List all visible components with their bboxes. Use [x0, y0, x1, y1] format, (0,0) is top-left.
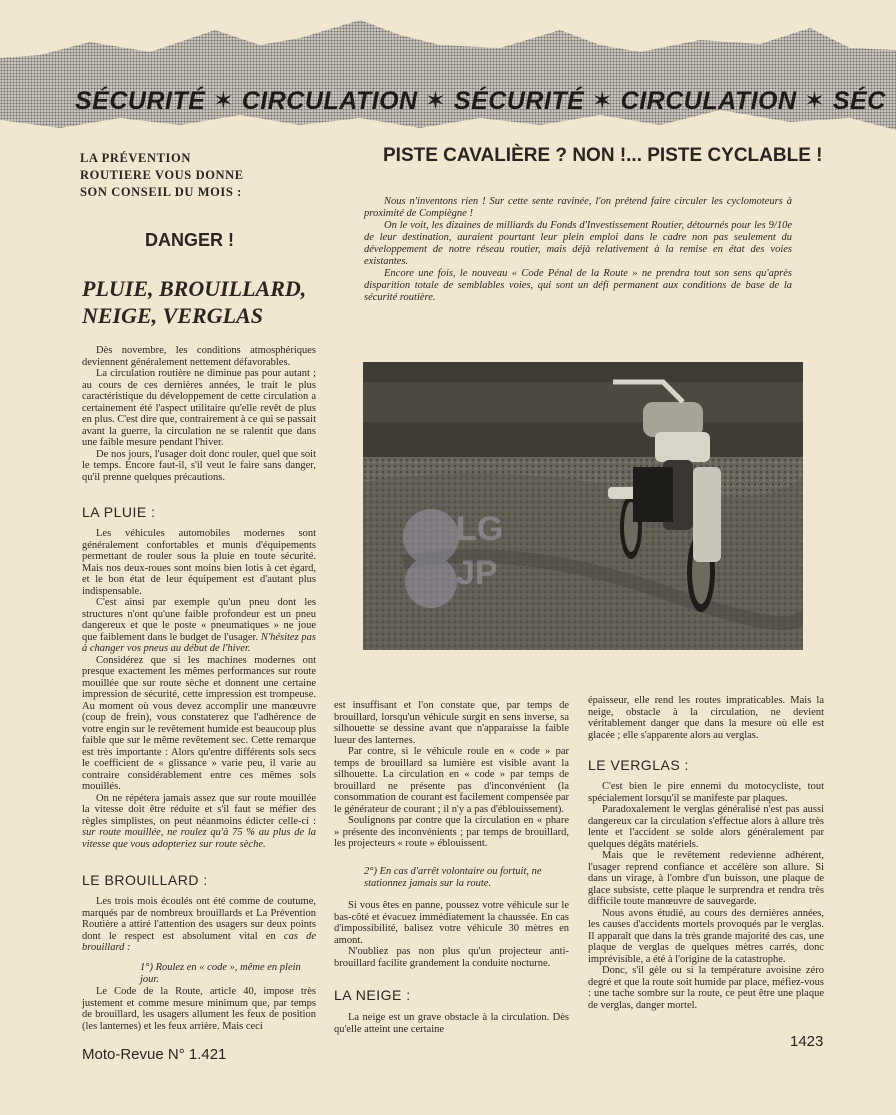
banner-title: SÉCURITÉ ✶ CIRCULATION ✶ SÉCURITÉ ✶ CIRCULATION ✶ SÉC — [75, 87, 886, 115]
rule-item-2: 2°) En cas d'arrêt volontaire ou fortuit, ne stationnez jamais sur la route. — [364, 866, 542, 889]
moped-photo — [363, 362, 803, 650]
intro-line: SON CONSEIL DU MOIS : — [80, 185, 242, 199]
article-lede: Nous n'inventons rien ! Sur cette sente ravinée, l'on prétend faire circuler les cyclomoteurs à proximité de Compiègne ! On le voit, les dizaines de milliards du Fonds d'Investissement Routier, détournés pour les 9/10e de leur destination, auraient pourtant leur plein emploi dans le cadre non pas seulement du développement de notre réseau routier, mais déjà relativement à la remise en état des voies existantes. Encore une fois, le nouveau « Code Pénal de la Route » ne prendra tout son sens qu'après disparition totale de semblables voies, qui sont un défi permanent aux conditions de base de la sécurité routière. — [364, 196, 792, 303]
section-subtitle: PLUIE, BROUILLARD, NEIGE, VERGLAS — [82, 276, 307, 328]
heading-brouillard: LE BROUILLARD : — [82, 872, 208, 888]
header-banner — [0, 0, 896, 140]
magazine-footer: Moto-Revue N° 1.421 — [82, 1046, 227, 1063]
column-3-verglas: C'est bien le pire ennemi du motocycliste, tout spécialement lorsqu'il se manifeste par plaques. Paradoxalement le verglas généralisé n'est pas aussi dangereux car la circulation s'effectue alors à allure très lente et l'accident se solde alors généralement par quelques dégâts matériels. Mais que le revêtement redevienne adhérent, l'usager reprend confiance et accélère son allure. Si dans un virage, à l'ombre d'un buisson, une plaque de glace subsiste, cette plaque le surprendra et rendra très difficile toute manœuvre de sauvegarde. Nous avons étudié, au cours des dernières années, les causes d'accidents mortels provoqués par le verglas. Il apparaît que dans la très grande majorité des cas, une plaque de verglas de quelques mètres carrés, donc imprévisible, a été à l'origine de la catastrophe. Donc, s'il gèle ou si la température avoisine zéro degré et que la route soit humide par place, méfiez-vous : une tache sombre sur la route, ce peut être une plaque de verglas, danger mortel. — [588, 781, 824, 1011]
column-2: est insuffisant et l'on constate que, par temps de brouillard, lorsqu'un véhicule surgit en sens inverse, sa silhouette se dessine avant que n'apparaisse la faible lueur des lanternes. Par contre, si le véhicule roule en « code » par temps de brouillard sa lumière est visible avant la silhouette. La circulation en « code » par temps de brouillard ne présente pas d'inconvénient (la consommation de courant est facilement compensée par le générateur de courant ; il n'y a pas d'éblouissement). Soulignons par contre que la circulation en « phare » présente des inconvénients ; par temps de brouillard, les projecteurs « route » éblouissent. — [334, 700, 569, 849]
watermark-text: LG — [456, 510, 504, 548]
intro-block — [80, 150, 300, 201]
danger-heading: DANGER ! — [145, 230, 234, 250]
watermark-text: JP — [456, 554, 498, 592]
column-2-panne: Si vous êtes en panne, poussez votre véhicule sur le bas-côté et évacuez immédiatement la chaussée. En cas d'impossibilité, balisez votre véhicule 30 mètres en amont. N'oubliez pas non plus qu'un projecteur anti-brouillard facilite grandement la conduite nocturne. — [334, 900, 569, 969]
heading-pluie: LA PLUIE : — [82, 504, 156, 520]
article-title: PISTE CAVALIÈRE ? NON !... PISTE CYCLABLE ! — [383, 145, 823, 166]
column-1-brouillard: Les trois mois écoulés ont été comme de coutume, marqués par de nombreux brouillards et La Prévention Routière a attiré l'attention des usagers sur deux points dont le respect est absolument vital en cas de brouillard : — [82, 896, 316, 953]
column-3-intro: épaisseur, elle rend les routes impraticables. Mais la neige, obstacle à la circulation, ne devient véritablement danger que dans la mesure où elle est glacée ; elle s'apparente alors au verglas. — [588, 695, 824, 741]
intro-line: ROUTIERE VOUS DONNE — [80, 168, 244, 182]
heading-neige: LA NEIGE : — [334, 987, 411, 1003]
watermark-logo — [401, 502, 521, 612]
column-2-neige: La neige est un grave obstacle à la circulation. Dès qu'elle atteint une certaine — [334, 1012, 569, 1035]
rule-item-1: 1°) Roulez en « code », même en plein jour. — [140, 962, 301, 985]
intro-line: LA PRÉVENTION — [80, 151, 191, 165]
column-1-end: Le Code de la Route, article 40, impose très justement et comme mesure minimum que, par temps de brouillard, les usagers allument les feux de position (les lanternes) et les feux arrière. Mais ceci — [82, 986, 316, 1032]
column-1-intro: Dès novembre, les conditions atmosphériques deviennent généralement nettement défavorables. La circulation routière ne diminue pas pour autant ; au cours de ces dernières années, le trait le plus caractéristique du développement de cette circulation a certainement été l'aspect utilitaire qu'elle revêt de plus en plus. C'est dire que, contrairement à ce qui se passait avant la guerre, la circulation ne se ralentit que dans une faible mesure pendant l'hiver. De nos jours, l'usager doit donc rouler, quel que soit le temps. Encore faut-il, s'il veut le faire sans danger, qu'il prenne quelques précautions. — [82, 345, 316, 483]
column-1-pluie: Les véhicules automobiles modernes sont généralement confortables et munis d'équipements permettant de rouler sous la pluie en toute sécurité. Mais nos deux-roues sont moins bien lotis à cet égard, et le bon état de leur équipement est d'autant plus indispensable. C'est ainsi par exemple qu'un pneu dont les structures n'ont qu'une faible profondeur est un pneu dangereux et que le poste « pneumatiques » ne joue que faiblement dans le budget de l'usager. N'hésitez pas à changer vos pneus au début de l'hiver. Considérez que si les machines modernes ont presque exactement les mêmes performances sur route mouillée que sur route sèche et donnent une certaine impression de sécurité, cette impression est trompeuse. Au moment où vous devez accomplir une manœuvre (coup de frein), vous constaterez que l'adhérence de votre engin sur le revêtement humide est beaucoup plus faible que sur le même revêtement sec. Cette remarque est très importante : Alors qu'entre différents sols secs le coefficient de « glissance » varie peu, il varie au contraire considérablement entre ces mêmes sols mouillés. On ne répétera jamais assez que sur route mouillée la vitesse doit être réduite et s'il faut se méfier des règles simplistes, on peut néanmoins édicter celle-ci : sur route mouillée, ne roulez qu'à 75 % au plus de la vitesse que vous adopteriez sur route sèche. — [82, 528, 316, 850]
heading-verglas: LE VERGLAS : — [588, 757, 689, 773]
page-number: 1423 — [790, 1033, 824, 1050]
